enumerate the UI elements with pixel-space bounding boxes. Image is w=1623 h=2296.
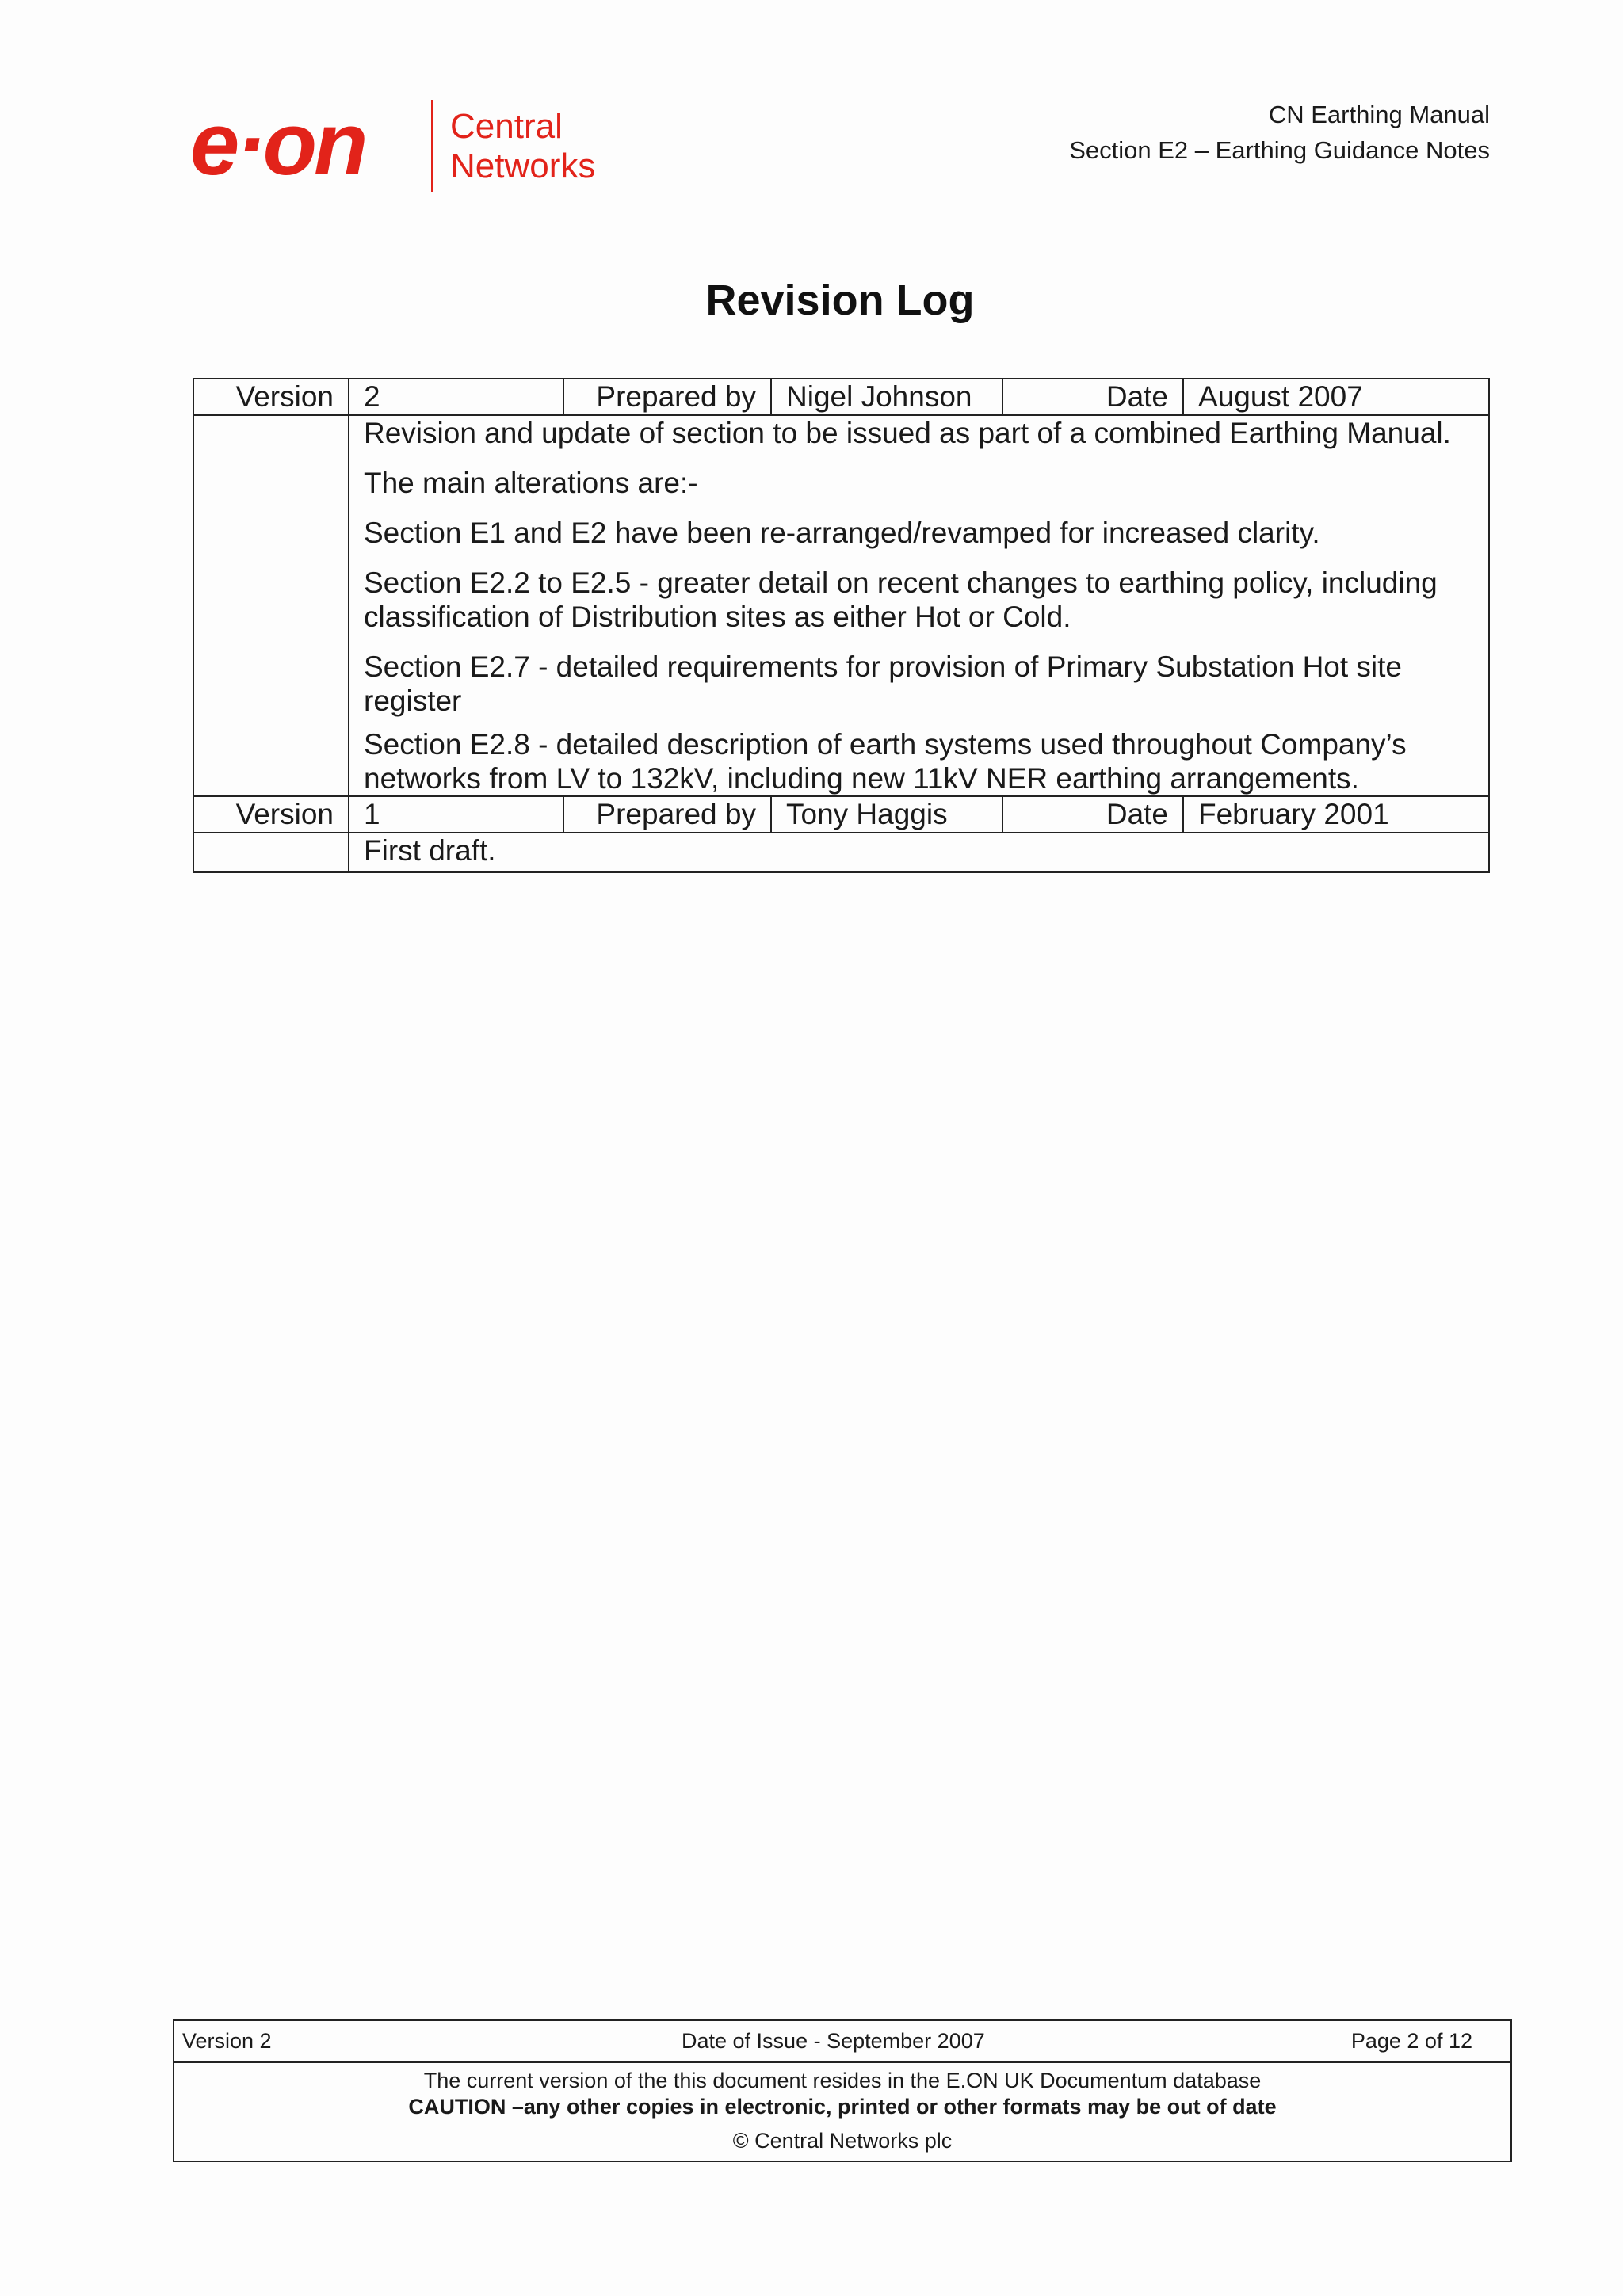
prepared-by-label: Prepared by (563, 379, 771, 415)
empty-cell (193, 415, 349, 796)
document-header (1069, 97, 1490, 168)
footer-location-note: The current version of the this document resides in the E.ON UK Documentum database (423, 2069, 1262, 2092)
version-value: 1 (349, 796, 563, 833)
version-label: Version (193, 379, 349, 415)
logo-line2: Networks (450, 147, 596, 185)
date-label: Date (1002, 379, 1183, 415)
revision-note: Section E1 and E2 have been re-arranged/revamped for increased clarity. (364, 517, 1320, 549)
footer-version: Version 2 (182, 2029, 272, 2053)
date-value: August 2007 (1183, 379, 1489, 415)
version-label: Version (193, 796, 349, 833)
page-footer (173, 2019, 1512, 2162)
footer-caution: CAUTION –any other copies in electronic, printed or other formats may be out of date (408, 2095, 1277, 2119)
footer-copyright: © Central Networks plc (732, 2129, 953, 2153)
page-title: Revision Log (705, 277, 975, 324)
footer-notice (174, 2063, 1510, 2161)
revision-note: Section E2.2 to E2.5 - greater detail on recent changes to earthing policy, including classification of Distribution sites as either Hot or Cold. (364, 566, 1438, 633)
prepared-by-value: Nigel Johnson (771, 379, 1002, 415)
revision-note: Section E2.7 - detailed requirements for provision of Primary Substation Hot site register (364, 650, 1403, 717)
logo-line1: Central (450, 107, 563, 146)
revision-notes (349, 415, 1489, 796)
revision-notes (349, 833, 1489, 872)
empty-cell (193, 833, 349, 872)
manual-title: CN Earthing Manual (1268, 101, 1490, 128)
footer-info-row (174, 2021, 1510, 2063)
revision-note: Section E2.8 - detailed description of earth systems used throughout Company’s networks from LV to 132kV, including new 11kV NER earthing arrangements. (364, 728, 1407, 795)
prepared-by-label: Prepared by (563, 796, 771, 833)
footer-issue-date: Date of Issue - September 2007 (682, 2029, 985, 2053)
logo-divider (431, 100, 433, 192)
date-label: Date (1002, 796, 1183, 833)
prepared-by-value: Tony Haggis (771, 796, 1002, 833)
revision-notes-row (193, 833, 1489, 872)
revision-log-table (193, 378, 1490, 873)
section-title: Section E2 – Earthing Guidance Notes (1069, 136, 1490, 164)
version-value: 2 (349, 379, 563, 415)
revision-header-row (193, 379, 1489, 415)
revision-notes-row (193, 415, 1489, 796)
eon-central-networks-logo (190, 95, 618, 198)
revision-header-row (193, 796, 1489, 833)
revision-note: First draft. (364, 834, 496, 867)
logo-graphic (190, 95, 618, 198)
logo-brand-text: e·on (190, 95, 365, 193)
date-value: February 2001 (1183, 796, 1489, 833)
revision-note: The main alterations are:- (364, 467, 698, 499)
revision-note: Revision and update of section to be issued as part of a combined Earthing Manual. (364, 417, 1451, 449)
footer-page-number: Page 2 of 12 (1350, 2029, 1472, 2053)
